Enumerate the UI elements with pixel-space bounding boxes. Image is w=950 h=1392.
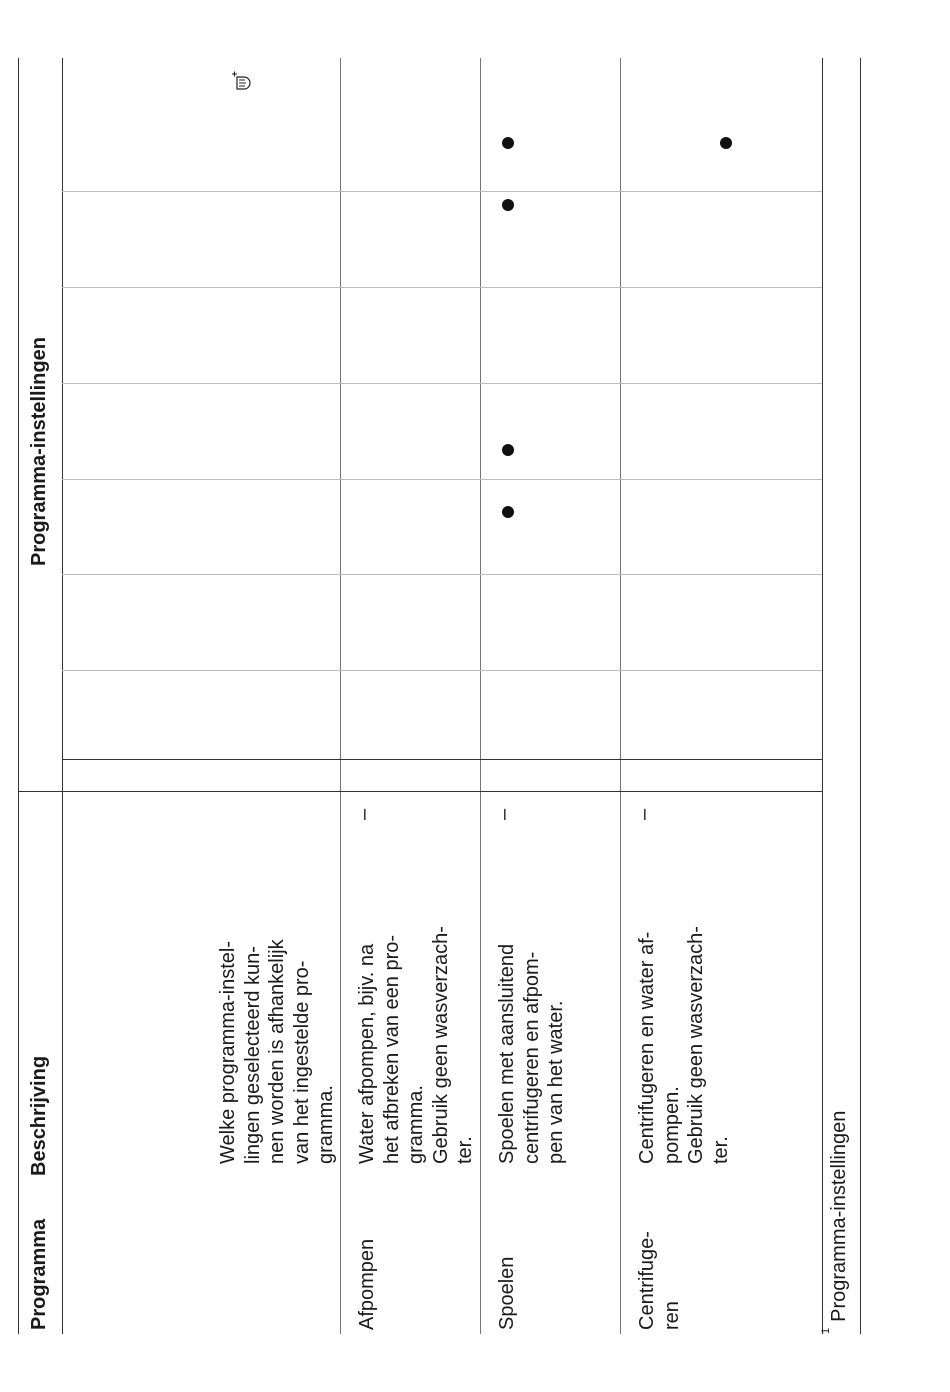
spoelen-row-bottom-rule: [620, 58, 621, 1334]
description-line: centrifugeren en afpom-: [520, 951, 543, 1164]
description-line: ter.: [709, 1136, 732, 1164]
programma-name: Afpompen: [356, 1238, 378, 1330]
info-line: gramma.: [315, 1085, 337, 1164]
settings-grid-line: [62, 574, 822, 575]
header-programma-instellingen: Programma-instellingen: [28, 337, 50, 566]
table-top-rule: [18, 58, 19, 1334]
header-bottom-rule: [62, 58, 63, 1334]
description-line: gramma.: [405, 1085, 427, 1164]
description-line: ter.: [454, 1136, 476, 1164]
description-line: pen van het water.: [545, 1000, 567, 1164]
available-dot: [502, 137, 514, 149]
programma-name-line: Centrifuge-: [636, 1231, 658, 1330]
available-dot: [502, 199, 514, 211]
settings-column-divider: [18, 791, 822, 792]
afpompen-row-bottom-rule: [480, 58, 481, 1334]
table-bottom-rule: [822, 58, 823, 1334]
footnote-marker: 1: [820, 1327, 833, 1334]
description-line: het afbreken van een pro-: [380, 934, 403, 1164]
footnote: [820, 1110, 851, 1334]
available-dot: [720, 137, 732, 149]
description-line: Gebruik geen wasverzach-: [685, 926, 707, 1164]
settings-grid-line: [62, 383, 822, 384]
info-line: van het ingestelde pro-: [290, 960, 313, 1164]
settings-subheader-divider: [62, 759, 822, 760]
programma-name-line: ren: [660, 1301, 683, 1330]
description-line: Centrifugeren en water af-: [636, 931, 658, 1164]
settings-grid-line: [62, 191, 822, 192]
header-beschrijving: Beschrijving: [28, 1055, 50, 1176]
available-dot: [502, 444, 514, 456]
description-line: Water afpompen, bijv. na: [356, 943, 378, 1164]
description-line: pompen.: [660, 1086, 683, 1164]
extra-rinse-icon: [230, 70, 252, 92]
available-dot: [502, 506, 514, 518]
programma-name: Spoelen: [496, 1256, 518, 1330]
dash-mark: –: [633, 808, 655, 820]
footnote-bottom-rule: [860, 58, 861, 1334]
settings-grid-line: [62, 287, 822, 288]
dash-mark: –: [493, 808, 515, 820]
info-line: Welke programma-instel-: [217, 940, 239, 1164]
footnote-text: Programma-instellingen: [828, 1110, 850, 1322]
info-line: lingen geselecteerd kun-: [241, 946, 264, 1164]
description-line: Gebruik geen wasverzach-: [429, 926, 452, 1164]
settings-grid-line: [62, 479, 822, 480]
info-row-bottom-rule: [340, 58, 341, 1334]
dash-mark: –: [353, 808, 375, 820]
info-line: nen worden is afhankelijk: [266, 939, 288, 1164]
settings-grid-line: [62, 670, 822, 671]
description-line: Spoelen met aansluitend: [496, 943, 518, 1164]
header-programma: Programma: [28, 1218, 50, 1330]
